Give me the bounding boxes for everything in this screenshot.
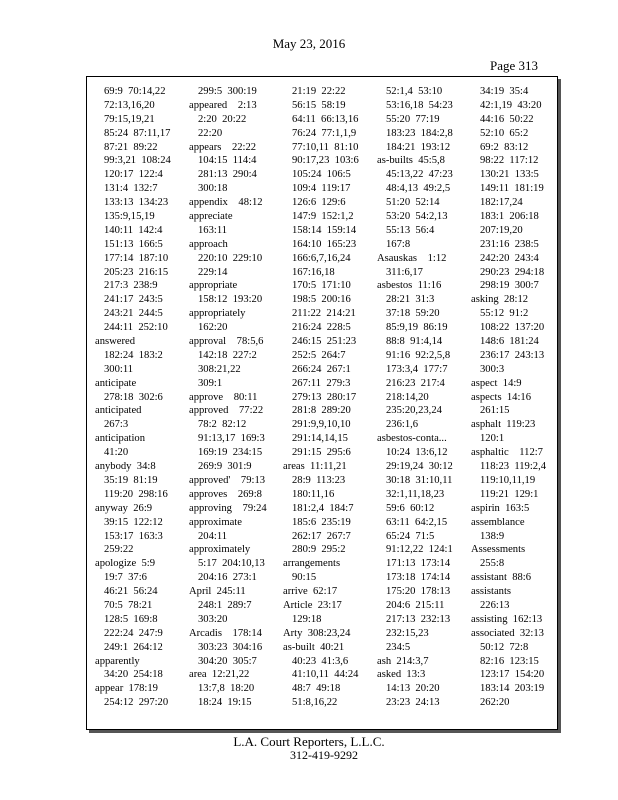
index-reference-line: 204:11 bbox=[198, 530, 228, 542]
index-reference-line: 131:4 132:7 bbox=[104, 183, 158, 195]
index-reference-line: 205:23 216:15 bbox=[104, 266, 169, 278]
index-term-line: ash 214:3,7 bbox=[377, 655, 429, 667]
index-reference-line: 269:9 301:9 bbox=[198, 461, 252, 473]
index-reference-line: 133:13 134:23 bbox=[104, 197, 169, 209]
index-term-line: approve 80:11 bbox=[189, 391, 258, 403]
index-reference-line: 77:10,11 81:10 bbox=[292, 141, 359, 153]
index-reference-line: 69:2 83:12 bbox=[480, 141, 529, 153]
index-reference-line: 120:17 122:4 bbox=[104, 169, 163, 181]
index-reference-line: 280:9 295:2 bbox=[292, 544, 346, 556]
index-term-line: Arcadis 178:14 bbox=[189, 627, 262, 639]
index-reference-line: 308:21,22 bbox=[198, 363, 241, 375]
index-reference-line: 119:21 129:1 bbox=[480, 488, 539, 500]
index-reference-line: 22:20 bbox=[198, 127, 223, 139]
index-term-line: assemblance bbox=[471, 516, 525, 528]
index-reference-line: 216:24 228:5 bbox=[292, 322, 351, 334]
index-reference-line: 211:22 214:21 bbox=[292, 308, 356, 320]
index-reference-line: 55:13 56:4 bbox=[386, 224, 435, 236]
index-reference-line: 198:5 200:16 bbox=[292, 294, 351, 306]
index-reference-line: 55:20 77:19 bbox=[386, 113, 440, 125]
transcript-date: May 23, 2016 bbox=[272, 36, 346, 51]
index-reference-line: 262:17 267:7 bbox=[292, 530, 351, 542]
index-reference-line: 255:8 bbox=[480, 558, 505, 570]
index-reference-line: 262:20 bbox=[480, 697, 510, 709]
index-reference-line: 281:13 290:4 bbox=[198, 169, 257, 181]
index-term-line: appropriately bbox=[189, 308, 246, 320]
index-reference-line: 13:7,8 18:20 bbox=[198, 683, 255, 695]
index-reference-line: 234:5 bbox=[386, 641, 411, 653]
index-reference-line: 166:6,7,16,24 bbox=[292, 252, 351, 264]
index-term-line: appears 22:22 bbox=[189, 141, 257, 153]
index-reference-line: 21:19 22:22 bbox=[292, 86, 346, 97]
index-term-line: answered bbox=[95, 336, 136, 348]
index-term-line: anticipated bbox=[95, 405, 142, 417]
index-reference-line: 48:7 49:18 bbox=[292, 683, 341, 695]
index-reference-line: 41:10,11 44:24 bbox=[292, 669, 359, 681]
index-reference-line: 303:23 304:16 bbox=[198, 641, 263, 653]
court-reporter-phone: 312-419-9292 bbox=[290, 748, 358, 762]
index-term-line: asking 28:12 bbox=[471, 294, 529, 306]
index-reference-line: 182:24 183:2 bbox=[104, 349, 163, 361]
index-term-line: areas 11:11,21 bbox=[283, 461, 347, 473]
index-reference-line: 28:9 113:23 bbox=[292, 474, 346, 486]
index-reference-line: 249:1 264:12 bbox=[104, 641, 163, 653]
index-reference-line: 53:16,18 54:23 bbox=[386, 99, 453, 111]
index-reference-line: 244:11 252:10 bbox=[104, 322, 168, 334]
index-reference-line: 229:14 bbox=[198, 266, 228, 278]
index-reference-line: 232:15,23 bbox=[386, 627, 429, 639]
index-reference-line: 217:13 232:13 bbox=[386, 613, 451, 625]
index-term-line: appreciate bbox=[189, 211, 233, 223]
index-reference-line: 181:2,4 184:7 bbox=[292, 502, 354, 514]
index-term-line: assistants bbox=[471, 586, 512, 598]
index-reference-line: 35:19 81:19 bbox=[104, 474, 158, 486]
index-reference-line: 85:24 87:11,17 bbox=[104, 127, 171, 139]
index-reference-line: 235:20,23,24 bbox=[386, 405, 442, 417]
index-column-2 bbox=[189, 85, 283, 723]
index-reference-line: 10:24 13:6,12 bbox=[386, 447, 448, 459]
index-reference-line: 2:20 20:22 bbox=[198, 113, 247, 125]
index-reference-line: 99:3,21 108:24 bbox=[104, 155, 171, 167]
index-term-line: assisting 162:13 bbox=[471, 613, 543, 625]
index-reference-line: 226:13 bbox=[480, 599, 510, 611]
index-reference-line: 162:20 bbox=[198, 322, 228, 334]
index-reference-line: 50:12 72:8 bbox=[480, 641, 529, 653]
index-reference-line: 14:13 20:20 bbox=[386, 683, 440, 695]
index-reference-line: 278:18 302:6 bbox=[104, 391, 163, 403]
index-reference-line: 290:23 294:18 bbox=[480, 266, 545, 278]
index-reference-line: 30:18 31:10,11 bbox=[386, 474, 453, 486]
index-reference-line: 91:16 92:2,5,8 bbox=[386, 349, 451, 361]
index-reference-line: 216:23 217:4 bbox=[386, 377, 445, 389]
index-term-line: approval 78:5,6 bbox=[189, 336, 264, 348]
index-reference-line: 207:19,20 bbox=[480, 224, 523, 236]
index-reference-line: 53:20 54:2,13 bbox=[386, 211, 448, 223]
index-term-line: apparently bbox=[95, 655, 140, 667]
index-term-line: anyway 26:9 bbox=[95, 502, 153, 514]
index-term-line: approach bbox=[189, 238, 228, 250]
index-reference-line: 173:3,4 177:7 bbox=[386, 363, 448, 375]
index-term-line: assistant 88:6 bbox=[471, 572, 532, 584]
index-reference-line: 34:20 254:18 bbox=[104, 669, 163, 681]
index-reference-line: 82:16 123:15 bbox=[480, 655, 539, 667]
index-reference-line: 218:14,20 bbox=[386, 391, 429, 403]
index-reference-line: 104:15 114:4 bbox=[198, 155, 257, 167]
index-reference-line: 56:15 58:19 bbox=[292, 99, 346, 111]
index-column-4 bbox=[377, 85, 471, 723]
index-reference-line: 254:12 297:20 bbox=[104, 697, 169, 709]
index-reference-line: 45:13,22 47:23 bbox=[386, 169, 453, 181]
index-reference-line: 87:21 89:22 bbox=[104, 141, 158, 153]
index-term-line: Article 23:17 bbox=[283, 599, 342, 611]
index-term-line: associated 32:13 bbox=[471, 627, 544, 639]
index-reference-line: 32:1,11,18,23 bbox=[386, 488, 445, 500]
index-reference-line: 303:20 bbox=[198, 613, 228, 625]
index-reference-line: 52:1,4 53:10 bbox=[386, 86, 443, 97]
index-reference-line: 180:11,16 bbox=[292, 488, 335, 500]
index-reference-line: 135:9,15,19 bbox=[104, 211, 155, 223]
index-reference-line: 291:9,9,10,10 bbox=[292, 419, 351, 431]
index-reference-line: 300:3 bbox=[480, 363, 505, 375]
index-reference-line: 51:20 52:14 bbox=[386, 197, 440, 209]
index-term-line: approximate bbox=[189, 516, 242, 528]
index-reference-line: 266:24 267:1 bbox=[292, 363, 351, 375]
index-reference-line: 55:12 91:2 bbox=[480, 308, 529, 320]
index-reference-line: 90:17,23 103:6 bbox=[292, 155, 359, 167]
index-reference-line: 51:8,16,22 bbox=[292, 697, 338, 709]
index-reference-line: 65:24 71:5 bbox=[386, 530, 435, 542]
index-term-line: approved' 79:13 bbox=[189, 474, 266, 486]
index-reference-line: 204:16 273:1 bbox=[198, 572, 257, 584]
index-reference-line: 130:21 133:5 bbox=[480, 169, 539, 181]
index-reference-line: 88:8 91:4,14 bbox=[386, 336, 443, 348]
index-reference-line: 142:18 227:2 bbox=[198, 349, 257, 361]
index-reference-line: 98:22 117:12 bbox=[480, 155, 539, 167]
index-reference-line: 236:17 243:13 bbox=[480, 349, 545, 361]
index-term-line: Asauskas 1:12 bbox=[377, 252, 447, 264]
index-reference-line: 291:15 295:6 bbox=[292, 447, 351, 459]
index-term-line: asbestos 11:16 bbox=[377, 280, 442, 292]
index-reference-line: 241:17 243:5 bbox=[104, 294, 163, 306]
index-reference-line: 129:18 bbox=[292, 613, 322, 625]
index-reference-line: 220:10 229:10 bbox=[198, 252, 263, 264]
index-reference-line: 123:17 154:20 bbox=[480, 669, 545, 681]
index-reference-line: 236:1,6 bbox=[386, 419, 419, 431]
index-term-line: approves 269:8 bbox=[189, 488, 262, 500]
index-term-line: asphaltic 112:7 bbox=[471, 447, 543, 459]
index-reference-line: 126:6 129:6 bbox=[292, 197, 346, 209]
index-reference-line: 175:20 178:13 bbox=[386, 586, 451, 598]
index-term-line: anticipation bbox=[95, 433, 146, 445]
index-reference-line: 28:21 31:3 bbox=[386, 294, 435, 306]
index-reference-line: 120:1 bbox=[480, 433, 505, 445]
index-reference-line: 300:18 bbox=[198, 183, 228, 195]
index-reference-line: 153:17 163:3 bbox=[104, 530, 163, 542]
index-reference-line: 91:13,17 169:3 bbox=[198, 433, 265, 445]
index-term-line: appear 178:19 bbox=[95, 683, 158, 695]
index-reference-line: 149:11 181:19 bbox=[480, 183, 544, 195]
index-reference-line: 23:23 24:13 bbox=[386, 697, 440, 709]
index-reference-line: 246:15 251:23 bbox=[292, 336, 357, 348]
index-reference-line: 158:12 193:20 bbox=[198, 294, 263, 306]
index-reference-line: 267:3 bbox=[104, 419, 129, 431]
index-reference-line: 39:15 122:12 bbox=[104, 516, 163, 528]
index-term-line: aspects 14:16 bbox=[471, 391, 532, 403]
index-reference-line: 242:20 243:4 bbox=[480, 252, 539, 264]
index-reference-line: 52:10 65:2 bbox=[480, 127, 529, 139]
index-reference-line: 163:11 bbox=[198, 224, 228, 236]
index-reference-line: 279:13 280:17 bbox=[292, 391, 357, 403]
index-reference-line: 217:3 238:9 bbox=[104, 280, 158, 292]
index-reference-line: 108:22 137:20 bbox=[480, 322, 545, 334]
index-reference-line: 140:11 142:4 bbox=[104, 224, 163, 236]
index-reference-line: 222:24 247:9 bbox=[104, 627, 163, 639]
index-reference-line: 183:1 206:18 bbox=[480, 211, 539, 223]
index-reference-line: 261:15 bbox=[480, 405, 510, 417]
index-reference-line: 64:11 66:13,16 bbox=[292, 113, 359, 125]
index-reference-line: 252:5 264:7 bbox=[292, 349, 346, 361]
index-reference-line: 167:8 bbox=[386, 238, 411, 250]
court-reporter-name: L.A. Court Reporters, L.L.C. bbox=[233, 734, 385, 749]
index-reference-line: 311:6,17 bbox=[386, 266, 423, 278]
index-reference-line: 109:4 119:17 bbox=[292, 183, 351, 195]
index-reference-line: 70:5 78:21 bbox=[104, 599, 153, 611]
index-reference-line: 79:15,19,21 bbox=[104, 113, 155, 125]
index-term-line: as-built 40:21 bbox=[283, 641, 345, 653]
index-reference-line: 182:17,24 bbox=[480, 197, 523, 209]
index-reference-line: 42:1,19 43:20 bbox=[480, 99, 542, 111]
index-reference-line: 304:20 305:7 bbox=[198, 655, 257, 667]
index-reference-line: 46:21 56:24 bbox=[104, 586, 158, 598]
index-term-line: approving 79:24 bbox=[189, 502, 267, 514]
index-reference-line: 231:16 238:5 bbox=[480, 238, 539, 250]
index-reference-line: 128:5 169:8 bbox=[104, 613, 158, 625]
index-term-line: Assessments bbox=[471, 544, 526, 556]
page-number: Page 313 bbox=[490, 58, 539, 73]
index-reference-line: 148:6 181:24 bbox=[480, 336, 539, 348]
index-reference-line: 167:16,18 bbox=[292, 266, 335, 278]
index-term-line: asked 13:3 bbox=[377, 669, 426, 681]
index-reference-line: 147:9 152:1,2 bbox=[292, 211, 354, 223]
index-reference-line: 151:13 166:5 bbox=[104, 238, 163, 250]
index-reference-line: 281:8 289:20 bbox=[292, 405, 351, 417]
index-term-line: as-builts 45:5,8 bbox=[377, 155, 445, 167]
index-term-line: appropriate bbox=[189, 280, 238, 292]
index-reference-line: 59:6 60:12 bbox=[386, 502, 435, 514]
index-term-line: aspirin 163:5 bbox=[471, 502, 530, 514]
index-reference-line: 259:22 bbox=[104, 544, 134, 556]
index-term-line: Arty 308:23,24 bbox=[283, 627, 351, 639]
index-reference-line: 90:15 bbox=[292, 572, 317, 584]
index-column-5 bbox=[471, 85, 565, 723]
index-reference-line: 169:19 234:15 bbox=[198, 447, 263, 459]
index-reference-line: 76:24 77:1,1,9 bbox=[292, 127, 357, 139]
index-reference-line: 78:2 82:12 bbox=[198, 419, 247, 431]
index-term-line: April 245:11 bbox=[189, 586, 246, 598]
index-reference-line: 299:5 300:19 bbox=[198, 86, 257, 97]
index-term-line: aspect 14:9 bbox=[471, 377, 522, 389]
index-term-line: apologize 5:9 bbox=[95, 558, 156, 570]
index-reference-line: 298:19 300:7 bbox=[480, 280, 539, 292]
index-reference-line: 309:1 bbox=[198, 377, 223, 389]
index-term-line: anticipate bbox=[95, 377, 137, 389]
index-reference-line: 185:6 235:19 bbox=[292, 516, 351, 528]
index-term-line: appendix 48:12 bbox=[189, 197, 263, 209]
index-reference-line: 171:13 173:14 bbox=[386, 558, 451, 570]
index-reference-line: 29:19,24 30:12 bbox=[386, 461, 453, 473]
index-reference-line: 18:24 19:15 bbox=[198, 697, 252, 709]
index-reference-line: 37:18 59:20 bbox=[386, 308, 440, 320]
index-reference-line: 267:11 279:3 bbox=[292, 377, 351, 389]
index-reference-line: 40:23 41:3,6 bbox=[292, 655, 349, 667]
index-reference-line: 248:1 289:7 bbox=[198, 599, 252, 611]
index-reference-line: 183:14 203:19 bbox=[480, 683, 545, 695]
index-reference-line: 300:11 bbox=[104, 363, 134, 375]
index-reference-line: 170:5 171:10 bbox=[292, 280, 351, 292]
index-reference-line: 5:17 204:10,13 bbox=[198, 558, 265, 570]
index-term-line: approved 77:22 bbox=[189, 405, 264, 417]
index-column-1 bbox=[95, 85, 189, 723]
index-term-line: area 12:21,22 bbox=[189, 669, 250, 681]
index-reference-line: 72:13,16,20 bbox=[104, 99, 155, 111]
index-term-line: asbestos-conta... bbox=[377, 433, 447, 445]
index-reference-line: 105:24 106:5 bbox=[292, 169, 351, 181]
index-reference-line: 91:12,22 124:1 bbox=[386, 544, 453, 556]
index-reference-line: 158:14 159:14 bbox=[292, 224, 357, 236]
index-reference-line: 184:21 193:12 bbox=[386, 141, 451, 153]
index-frame bbox=[86, 76, 558, 730]
index-reference-line: 138:9 bbox=[480, 530, 505, 542]
index-reference-line: 164:10 165:23 bbox=[292, 238, 357, 250]
index-reference-line: 44:16 50:22 bbox=[480, 113, 534, 125]
index-reference-line: 204:6 215:11 bbox=[386, 599, 445, 611]
index-reference-line: 119:10,11,19 bbox=[480, 474, 536, 486]
index-reference-line: 48:4,13 49:2,5 bbox=[386, 183, 451, 195]
index-reference-line: 183:23 184:2,8 bbox=[386, 127, 453, 139]
index-columns bbox=[95, 85, 551, 723]
index-reference-line: 19:7 37:6 bbox=[104, 572, 147, 584]
index-term-line: arrive 62:17 bbox=[283, 586, 338, 598]
index-reference-line: 69:9 70:14,22 bbox=[104, 86, 166, 97]
index-reference-line: 177:14 187:10 bbox=[104, 252, 169, 264]
index-term-line: approximately bbox=[189, 544, 251, 556]
index-column-3 bbox=[283, 85, 377, 723]
index-reference-line: 34:19 35:4 bbox=[480, 86, 529, 97]
index-reference-line: 85:9,19 86:19 bbox=[386, 322, 448, 334]
index-reference-line: 173:18 174:14 bbox=[386, 572, 451, 584]
index-term-line: appeared 2:13 bbox=[189, 99, 257, 111]
index-reference-line: 291:14,14,15 bbox=[292, 433, 348, 445]
index-reference-line: 63:11 64:2,15 bbox=[386, 516, 448, 528]
index-reference-line: 41:20 bbox=[104, 447, 129, 459]
index-term-line: asphalt 119:23 bbox=[471, 419, 536, 431]
index-reference-line: 243:21 244:5 bbox=[104, 308, 163, 320]
index-reference-line: 118:23 119:2,4 bbox=[480, 461, 547, 473]
index-term-line: arrangements bbox=[283, 558, 341, 570]
index-reference-line: 119:20 298:16 bbox=[104, 488, 168, 500]
index-term-line: anybody 34:8 bbox=[95, 461, 156, 473]
